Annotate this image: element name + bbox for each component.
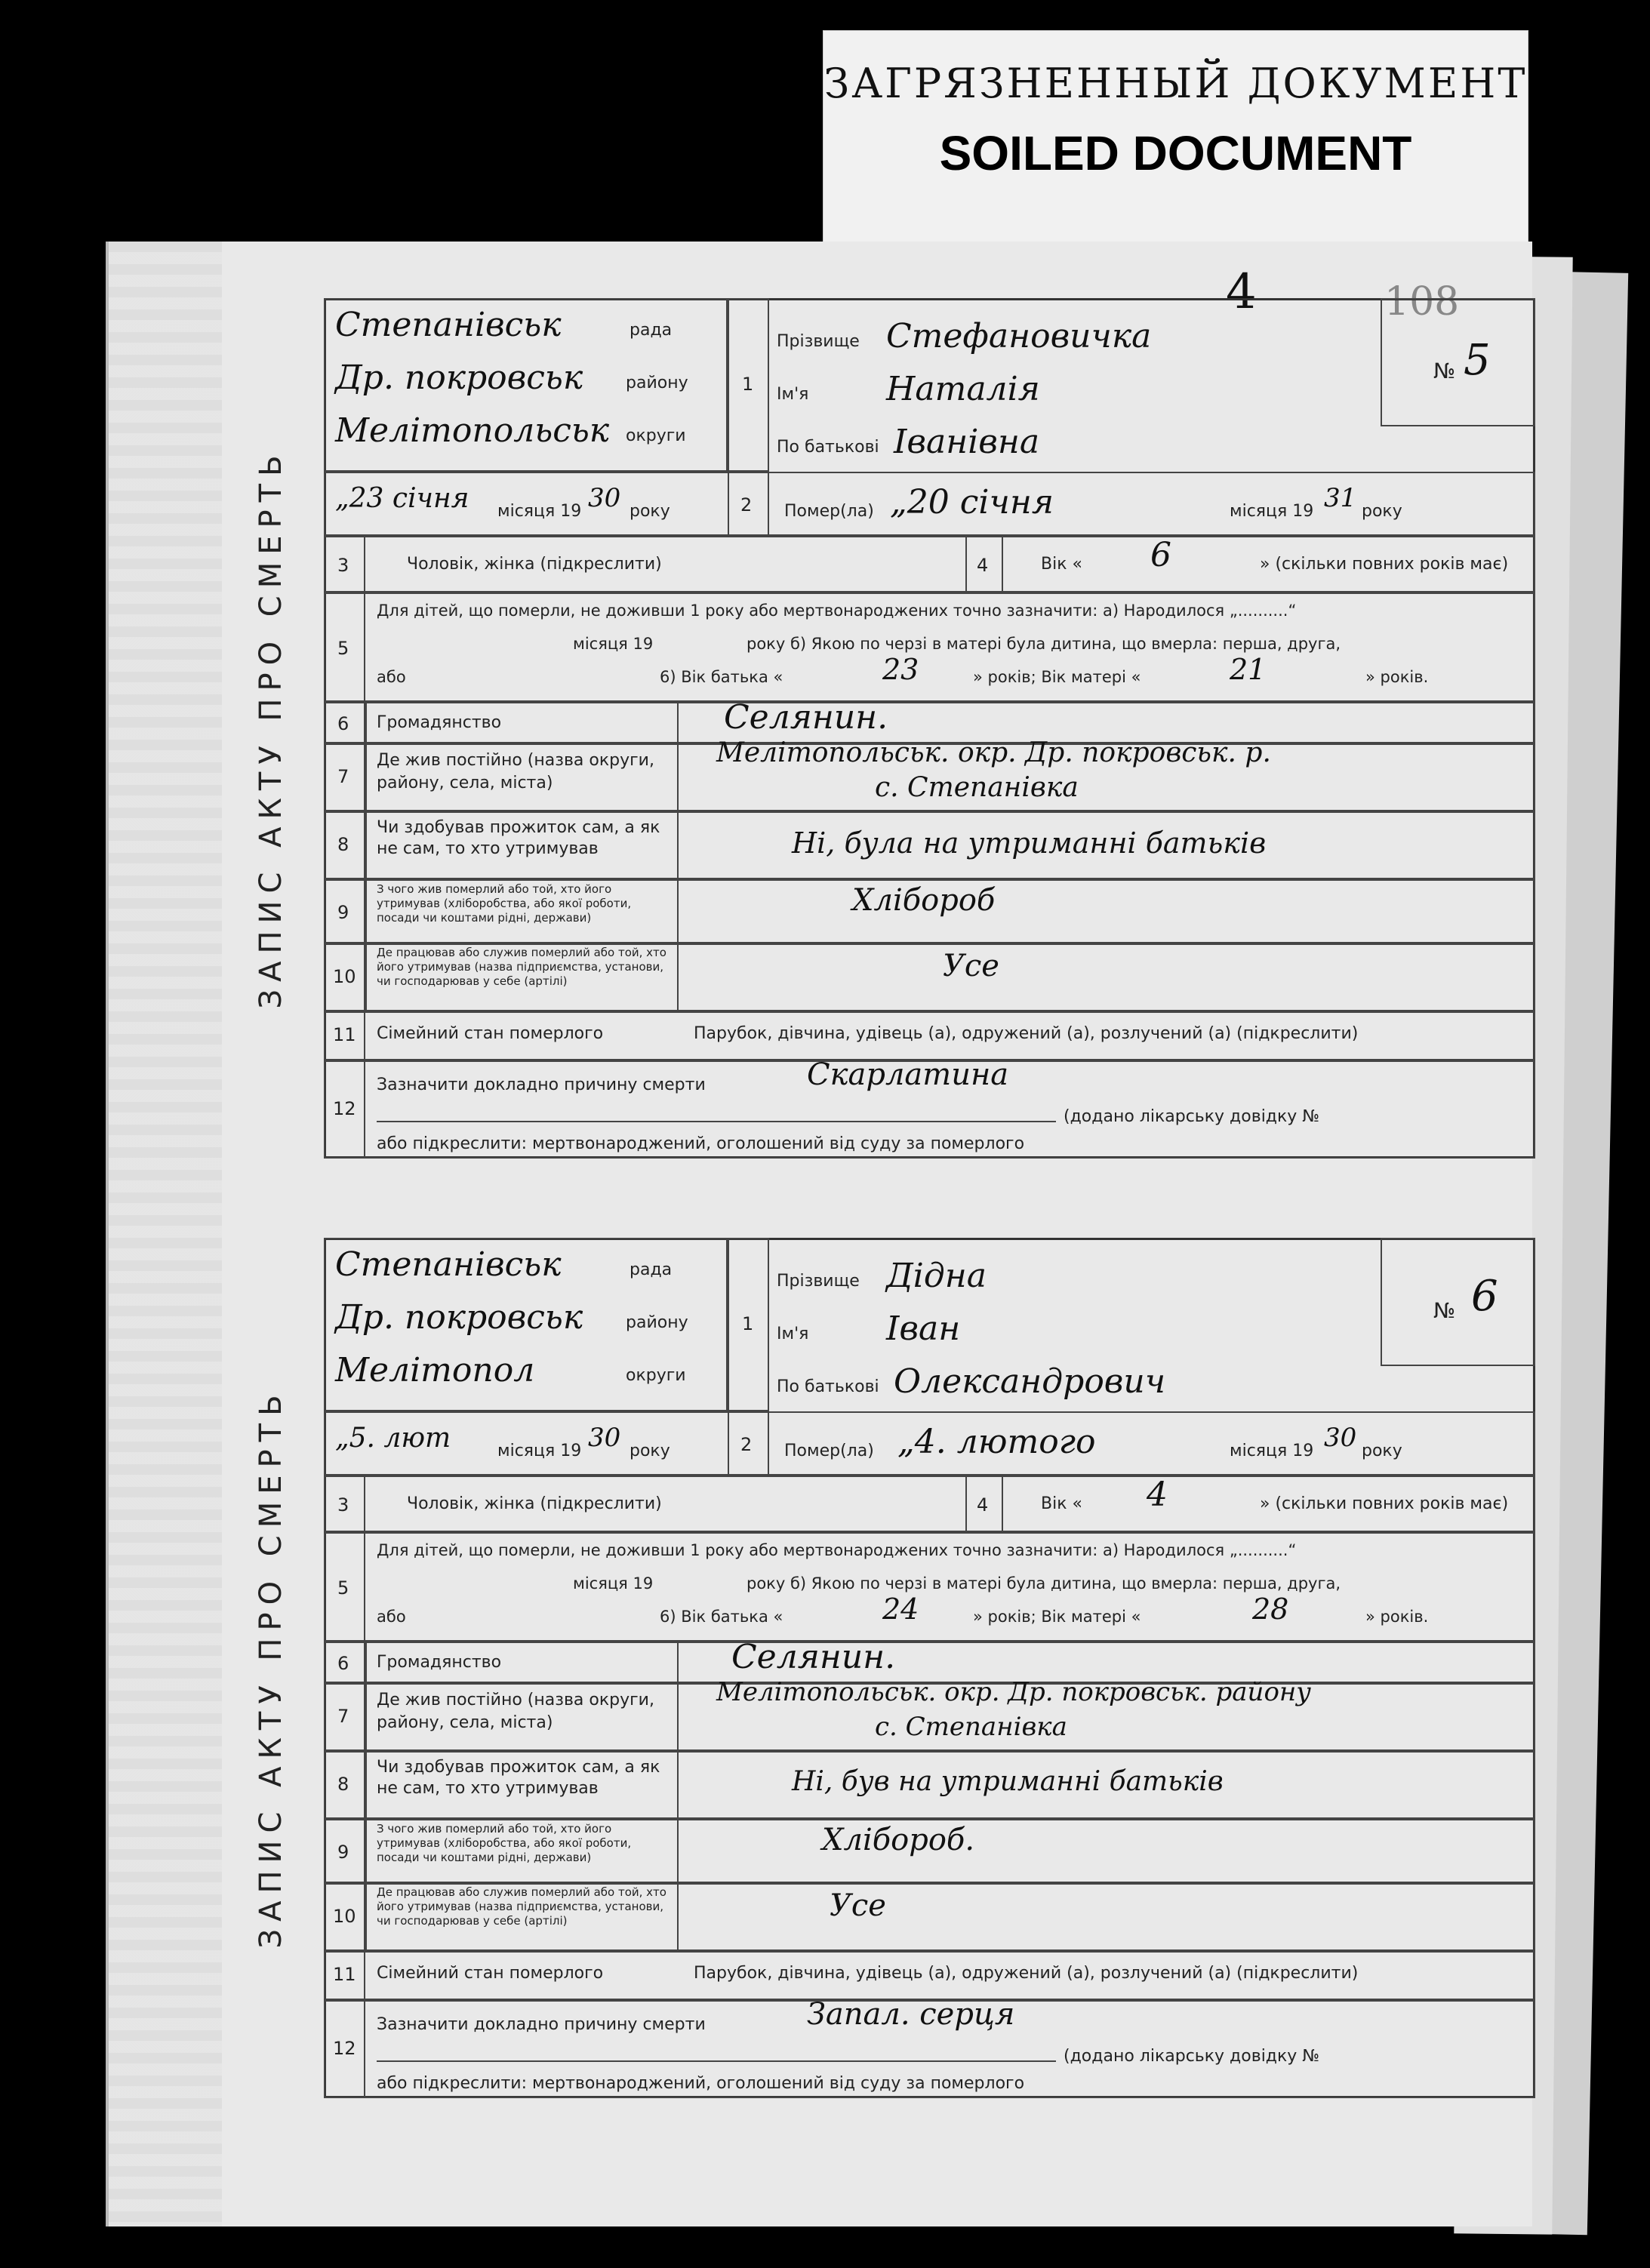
- record-number: 6: [1471, 1272, 1498, 1321]
- certificate-label: (додано лікарську довідку №: [1064, 2047, 1320, 2066]
- livelihood-label: З чого жив померлий або той, хто його утримував (хліборобства, або якої роботи, посади чи коштами рідні, держави): [377, 1822, 632, 1864]
- death-day: „4. лютого: [897, 1423, 1096, 1461]
- stillborn-label: або підкреслити: мертвонароджений, оголошений від суду за померлого: [377, 1134, 1025, 1153]
- death-year: 30: [1324, 1423, 1357, 1453]
- row-number: 6: [337, 1653, 349, 1674]
- row-number: 1: [742, 374, 754, 395]
- support-value: Ні, була на утриманні батьків: [792, 826, 1267, 860]
- label-russian: ЗАГРЯЗНЕННЫЙ ДОКУМЕНТ: [823, 60, 1528, 107]
- rada-value: Степанівськ: [335, 1245, 562, 1284]
- cause-value: Скарлатина: [807, 1057, 1009, 1092]
- father-age: 23: [882, 653, 919, 686]
- sex-label: Чоловік, жінка (підкреслити): [407, 1494, 662, 1513]
- age-value: 6: [1150, 536, 1171, 574]
- residence-value-1: Мелітопольськ. окр. Др. покровськ. р.: [716, 737, 1271, 768]
- died-label: Помер(ла): [784, 1442, 874, 1460]
- rada-value: Степанівськ: [335, 306, 562, 344]
- label-english: SOILED DOCUMENT: [939, 126, 1412, 180]
- row-number: 10: [333, 1906, 356, 1927]
- rada-label: рада: [630, 321, 673, 340]
- father-age: 24: [882, 1593, 919, 1626]
- surname-value: Стефановичка: [886, 317, 1152, 355]
- age-tail: » (скільки повних років має): [1260, 555, 1509, 574]
- number-label: №: [1433, 359, 1456, 383]
- workplace-value: Усе: [830, 1888, 886, 1923]
- death-year-label: року: [1362, 502, 1402, 521]
- record-number-box: [1381, 298, 1535, 426]
- row-number: 7: [337, 766, 349, 787]
- patronymic-value: Олександрович: [894, 1362, 1166, 1401]
- workplace-value: Усе: [943, 949, 999, 983]
- row-number: 2: [740, 494, 753, 515]
- ink-mark: 4: [1226, 264, 1257, 320]
- citizenship-value: Селянин.: [724, 698, 888, 737]
- marital-options: Парубок, дівчина, удівець (а), одружений (а), розлучений (а) (підкреслити): [694, 1964, 1359, 1983]
- raion-value: Др. покровськ: [335, 359, 583, 397]
- mother-age-label: » років; Вік матері «: [973, 668, 1141, 686]
- row-number: 9: [337, 902, 349, 923]
- name-label: Ім'я: [777, 1325, 809, 1343]
- soiled-document-label: [823, 30, 1528, 257]
- marital-label: Сімейний стан померлого: [377, 1964, 604, 1983]
- row-number: 5: [337, 638, 349, 659]
- row-number: 9: [337, 1842, 349, 1863]
- death-month-label: місяця 19: [1230, 1442, 1314, 1460]
- patronymic-label: По батькові: [777, 1377, 879, 1396]
- register-page: [106, 242, 1532, 2226]
- reg-month-label: місяця 19: [497, 1442, 582, 1460]
- name-value: Наталія: [886, 370, 1040, 408]
- record-number-box: [1381, 1238, 1535, 1366]
- row-number: 7: [337, 1706, 349, 1727]
- residence-label: Де жив постійно (назва округи, району, села, міста): [377, 1691, 654, 1732]
- row-number: 6: [337, 713, 349, 734]
- death-record-5: [218, 298, 1535, 1219]
- okruha-label: округи: [626, 1366, 686, 1385]
- raion-label: району: [626, 1313, 688, 1332]
- row-number: 3: [337, 555, 349, 576]
- age-label: Вік «: [1041, 1494, 1082, 1513]
- record-number: 5: [1464, 336, 1491, 385]
- death-year-label: року: [1362, 1442, 1402, 1460]
- okruha-value: Мелітопольськ: [335, 411, 610, 450]
- support-value: Ні, був на утриманні батьків: [792, 1766, 1224, 1797]
- livelihood-label: З чого жив померлий або той, хто його утримував (хліборобства, або якої роботи, посади чи коштами рідні, держави): [377, 882, 632, 925]
- number-label: №: [1433, 1298, 1456, 1323]
- residence-label: Де жив постійно (назва округи, району, села, міста): [377, 751, 654, 792]
- reg-year-label: року: [630, 1442, 670, 1460]
- side-title: ЗАПИС АКТУ ПРО СМЕРТЬ: [254, 1387, 288, 1949]
- row-number: 1: [742, 1313, 754, 1334]
- years-label: » років.: [1365, 668, 1429, 686]
- support-label: Чи здобував прожиток сам, а як не сам, то хто утримував: [377, 1758, 660, 1798]
- residence-value-1: Мелітопольськ. окр. Др. покровськ. району: [716, 1677, 1312, 1707]
- child-line-1: Для дітей, що померли, не доживши 1 року або мертвонароджених точно зазначити: а) Народилося „..........“: [377, 1541, 1297, 1559]
- child-or: або: [377, 668, 406, 686]
- father-age-label: 6) Вік батька «: [660, 668, 783, 686]
- child-line-2: року б) Якою по черзі в матері була дитина, що вмерла: перша, друга,: [747, 1574, 1341, 1593]
- death-day: „20 січня: [890, 483, 1054, 522]
- row-number: 11: [333, 1964, 356, 1985]
- cause-label: Зазначити докладно причину смерти: [377, 1076, 706, 1094]
- marital-label: Сімейний стан померлого: [377, 1024, 604, 1043]
- sex-label: Чоловік, жінка (підкреслити): [407, 555, 662, 574]
- livelihood-value: Хлібороб: [852, 883, 996, 918]
- reg-year-label: року: [630, 502, 670, 521]
- patronymic-label: По батькові: [777, 438, 879, 457]
- row-number: 5: [337, 1577, 349, 1599]
- reg-month-label: місяця 19: [497, 502, 582, 521]
- row-number: 11: [333, 1024, 356, 1045]
- certificate-label: (додано лікарську довідку №: [1064, 1107, 1320, 1126]
- row-number: 12: [333, 2038, 356, 2059]
- reg-year: 30: [588, 483, 621, 513]
- row-number: 8: [337, 834, 349, 855]
- mother-age-label: » років; Вік матері «: [973, 1608, 1141, 1626]
- death-record-6: [218, 1238, 1535, 2159]
- child-line-2: року б) Якою по черзі в матері була дитина, що вмерла: перша, друга,: [747, 635, 1341, 653]
- reg-day: „5. лют: [335, 1423, 451, 1454]
- death-month-label: місяця 19: [1230, 502, 1314, 521]
- father-age-label: 6) Вік батька «: [660, 1608, 783, 1626]
- mother-age: 28: [1252, 1593, 1289, 1626]
- row-number: 12: [333, 1098, 356, 1119]
- workplace-label: Де працював або служив померлий або той, хто його утримував (назва підприємства, установи, чи господарював у себе (артілі): [377, 1885, 666, 1928]
- marital-options: Парубок, дівчина, удівець (а), одружений (а), розлучений (а) (підкреслити): [694, 1024, 1359, 1043]
- cause-line: [377, 1121, 1056, 1122]
- citizenship-label: Громадянство: [377, 1653, 502, 1672]
- citizenship-value: Селянин.: [731, 1638, 896, 1676]
- died-label: Помер(ла): [784, 502, 874, 521]
- row-number: 10: [333, 966, 356, 987]
- row-number: 2: [740, 1434, 753, 1455]
- age-tail: » (скільки повних років має): [1260, 1494, 1509, 1513]
- reg-day: „23 січня: [335, 483, 469, 514]
- raion-value: Др. покровськ: [335, 1298, 583, 1337]
- death-year: 31: [1324, 483, 1357, 513]
- okruha-label: округи: [626, 426, 686, 445]
- age-value: 4: [1147, 1476, 1168, 1514]
- raion-label: району: [626, 374, 688, 392]
- cause-label: Зазначити докладно причину смерти: [377, 2015, 706, 2034]
- workplace-label: Де працював або служив померлий або той, хто його утримував (назва підприємства, установи, чи господарював у себе (артілі): [377, 946, 666, 988]
- cause-value: Запал. серця: [807, 1997, 1015, 2032]
- citizenship-label: Громадянство: [377, 713, 502, 732]
- cause-line: [377, 2060, 1056, 2062]
- surname-label: Прізвище: [777, 332, 860, 351]
- binding-edge: [109, 242, 222, 2226]
- livelihood-value: Хлібороб.: [822, 1823, 975, 1857]
- child-month: місяця 19: [573, 1574, 654, 1593]
- okruha-value: Мелітопол: [335, 1351, 535, 1389]
- pencil-page-number: 108: [1384, 279, 1460, 325]
- support-label: Чи здобував прожиток сам, а як не сам, то хто утримував: [377, 818, 660, 858]
- mother-age: 21: [1230, 653, 1267, 686]
- name-label: Ім'я: [777, 385, 809, 404]
- surname-label: Прізвище: [777, 1272, 860, 1291]
- stillborn-label: або підкреслити: мертвонароджений, оголошений від суду за померлого: [377, 2074, 1025, 2093]
- row-number: 4: [977, 1494, 989, 1516]
- name-value: Іван: [886, 1309, 961, 1348]
- years-label: » років.: [1365, 1608, 1429, 1626]
- child-line-1: Для дітей, що померли, не доживши 1 року або мертвонароджених точно зазначити: а) Народилося „..........“: [377, 602, 1297, 620]
- side-title: ЗАПИС АКТУ ПРО СМЕРТЬ: [254, 448, 288, 1009]
- row-number: 3: [337, 1494, 349, 1516]
- child-month: місяця 19: [573, 635, 654, 653]
- surname-value: Дідна: [886, 1257, 987, 1295]
- child-or: або: [377, 1608, 406, 1626]
- age-label: Вік «: [1041, 555, 1082, 574]
- residence-value-2: с. Степанівка: [875, 1712, 1067, 1742]
- row-number: 4: [977, 555, 989, 576]
- rada-label: рада: [630, 1260, 673, 1279]
- patronymic-value: Іванівна: [894, 423, 1040, 461]
- row-number: 8: [337, 1774, 349, 1795]
- residence-value-2: с. Степанівка: [875, 772, 1079, 803]
- reg-year: 30: [588, 1423, 621, 1453]
